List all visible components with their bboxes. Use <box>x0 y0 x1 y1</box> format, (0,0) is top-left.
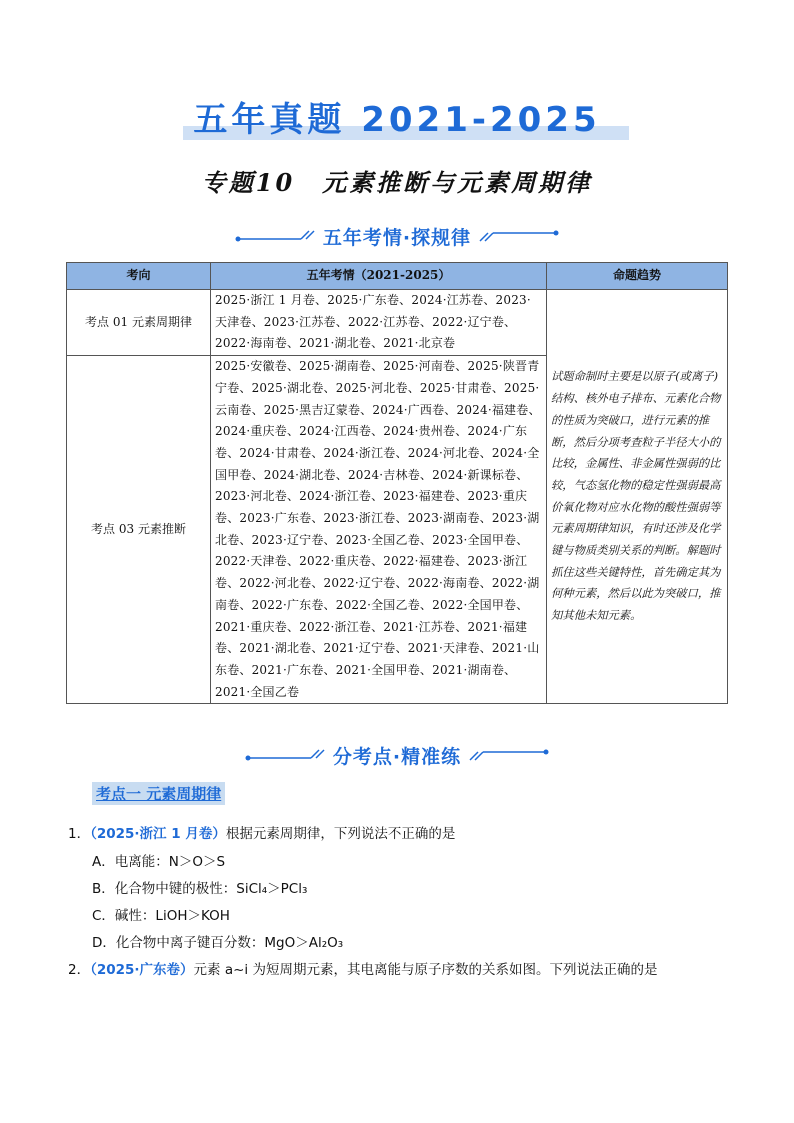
right-ornament-icon <box>469 748 549 762</box>
table-header-row <box>67 263 728 290</box>
option-b: B．化合物中键的极性：SiCl₄＞PCl₃ <box>92 881 308 897</box>
section-label: 五年考情·探规律 <box>322 226 472 249</box>
topic-cell: 考点 03 元素推断 <box>67 356 211 704</box>
table-row <box>67 290 728 356</box>
option-c: C．碱性：LiOH＞KOH <box>92 908 230 924</box>
question-stem: 根据元素周期律，下列说法不正确的是 <box>225 826 456 842</box>
section-heading-practice <box>0 740 794 770</box>
knowledge-point-title: 考点一 元素周期律 <box>92 782 225 805</box>
question-stem: 元素 a~i 为短周期元素，其电离能与原子序数的关系如图。下列说法正确的是 <box>193 962 658 978</box>
main-title: 五年真题 2021-2025 <box>193 100 601 140</box>
left-ornament-icon <box>235 229 315 243</box>
question-source: （2025·浙江 1 月卷） <box>90 826 226 842</box>
option-a: A．电离能：N＞O＞S <box>92 854 226 870</box>
left-ornament-icon <box>245 748 325 762</box>
option-d: D．化合物中离子键百分数：MgO＞Al₂O₃ <box>92 935 344 951</box>
question-number: 1． <box>68 826 91 842</box>
topic-cell: 考点 01 元素周期律 <box>67 290 211 356</box>
section-label: 分考点·精准练 <box>332 745 462 768</box>
papers-cell: 2025·浙江 1 月卷、2025·广东卷、2024·江苏卷、2023·天津卷、2023·江苏卷、2022·江苏卷、2022·辽宁卷、2022·海南卷、2021·湖北卷、2021·北京卷 <box>211 290 547 356</box>
title-block <box>0 92 794 141</box>
papers-cell: 2025·安徽卷、2025·湖南卷、2025·河南卷、2025·陕晋青宁卷、2025·湖北卷、2025·河北卷、2025·甘肃卷、2025·云南卷、2025·黑吉辽蒙卷、2024·广西卷、2024·福建卷、2024·重庆卷、2024·江西卷、2024·贵州卷、2024·广东卷、2024·甘肃卷、2024·浙江卷、2024·河北卷、2024·全国甲卷、2024·湖北卷、2024·吉林卷、2024·新课标卷、2023·河北卷、2024·浙江卷、2023·福建卷、2023·重庆卷、2023·广东卷、2023·浙江卷、2023·湖南卷、2023·湖北卷、2023·辽宁卷、2023·全国乙卷、2023·全国甲卷、2022·天津卷、2022·重庆卷、2022·福建卷、2023·浙江卷、2022·河北卷、2022·辽宁卷、2022·海南卷、2022·湖南卷、2022·广东卷、2022·全国乙卷、2022·全国甲卷、2021·重庆卷、2022·浙江卷、2021·江苏卷、2021·福建卷、2021·湖北卷、2021·辽宁卷、2021·天津卷、2021·山东卷、2021·广东卷、2021·全国甲卷、2021·湖南卷、2021·全国乙卷 <box>211 356 547 704</box>
header-papers: 五年考情（2021-2025） <box>211 263 547 290</box>
subtitle: 专题10 元素推断与元素周期律 <box>201 168 593 197</box>
question-number: 2． <box>68 962 91 978</box>
section-heading-trends <box>0 221 794 251</box>
exam-summary-table <box>66 262 728 704</box>
question-2 <box>68 958 657 978</box>
header-trend: 命题趋势 <box>547 263 728 290</box>
header-topic: 考向 <box>67 263 211 290</box>
trend-cell: 试题命制时主要是以原子(或离子)结构、核外电子排布、元素化合物的性质为突破口，进行元素的推断，然后分项考查粒子半径大小的比较，金属性、非金属性强弱的比较，气态氢化物的稳定性强弱最高价氧化物对应水化物的酸性强弱等元素周期律知识，有时还涉及化学键与物质类别关系的判断。解题时抓住这些关键特性，首先确定其为何种元素，然后以此为突破口，推知其他未知元素。 <box>547 290 728 704</box>
question-1 <box>68 822 455 842</box>
right-ornament-icon <box>479 229 559 243</box>
question-source: （2025·广东卷） <box>90 962 194 978</box>
